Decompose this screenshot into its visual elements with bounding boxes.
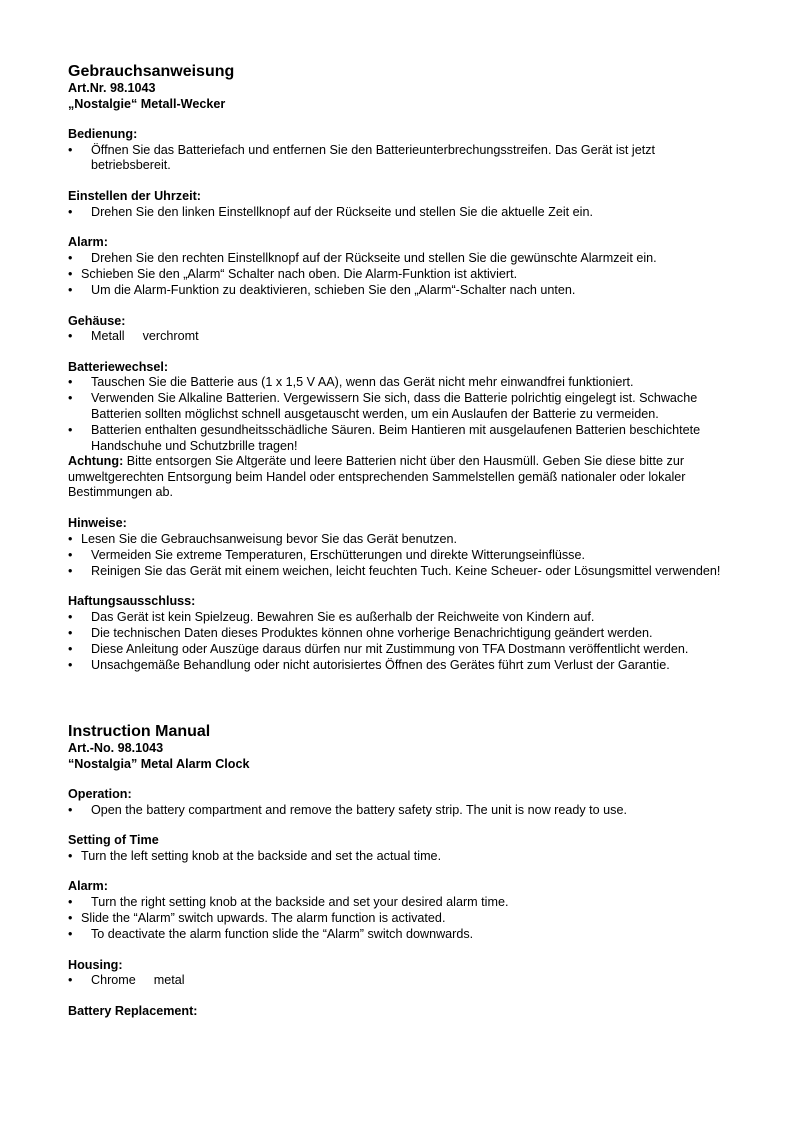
list-item: • Batterien enthalten gesundheitsschädliche Säuren. Beim Hantieren mit ausgelaufenen Batterien beschichtete Handschuhe und Schutzbrille tragen!: [68, 423, 733, 454]
en-housing-heading: Housing:: [68, 957, 123, 972]
list-item: • Turn the left setting knob at the backside and set the actual time.: [68, 849, 733, 865]
list-item: • Tauschen Sie die Batterie aus (1 x 1,5 V AA), wenn das Gerät nicht mehr einwandfrei funktioniert.: [68, 375, 733, 391]
section-divider-space: [68, 674, 733, 722]
list-item: • Das Gerät ist kein Spielzeug. Bewahren Sie es außerhalb der Reichweite von Kindern auf.: [68, 610, 733, 626]
de-housing-material: Metall: [91, 329, 125, 344]
en-time-heading: Setting of Time: [68, 833, 159, 848]
english-section: [68, 722, 733, 1020]
list-item: • Die technischen Daten dieses Produktes können ohne vorherige Benachrichtigung geändert werden.: [68, 626, 733, 642]
de-product-name: „Nostalgie“ Metall-Wecker: [68, 96, 226, 111]
de-notes-section: [68, 516, 733, 579]
de-housing-section: [68, 314, 733, 345]
en-housing-material: Chrome: [91, 973, 136, 988]
list-item: • Diese Anleitung oder Auszüge daraus dürfen nur mit Zustimmung von TFA Dostmann veröffentlicht werden.: [68, 642, 733, 658]
en-battery-heading: Battery Replacement:: [68, 1004, 198, 1019]
de-operation-section: [68, 127, 733, 174]
de-liability-section: [68, 594, 733, 673]
document-page: [68, 62, 733, 1020]
en-operation-heading: Operation:: [68, 787, 132, 802]
de-warning-label: Achtung:: [68, 454, 124, 469]
en-time-section: [68, 833, 733, 864]
de-housing-finish: verchromt: [142, 329, 199, 344]
de-liability-heading: Haftungsausschluss:: [68, 594, 196, 609]
en-housing-finish: metal: [153, 973, 185, 988]
de-housing-heading: Gehäuse:: [68, 313, 126, 328]
en-article-number: Art.-No. 98.1043: [68, 740, 164, 755]
en-title: Instruction Manual: [68, 722, 211, 740]
de-alarm-heading: Alarm:: [68, 235, 108, 250]
list-item: • Unsachgemäße Behandlung oder nicht autorisiertes Öffnen des Gerätes führt zum Verlust der Garantie.: [68, 658, 733, 674]
de-title: Gebrauchsanweisung: [68, 63, 235, 80]
german-section: [68, 62, 733, 674]
en-alarm-heading: Alarm:: [68, 879, 108, 894]
en-battery-section: [68, 1004, 733, 1020]
list-item: • Schieben Sie den „Alarm“ Schalter nach oben. Die Alarm-Funktion ist aktiviert.: [68, 267, 733, 283]
de-alarm-section: [68, 235, 733, 298]
list-item: [68, 973, 733, 989]
list-item: • Vermeiden Sie extreme Temperaturen, Erschütterungen und direkte Witterungseinflüsse.: [68, 548, 733, 564]
list-item: • Slide the “Alarm” switch upwards. The alarm function is activated.: [68, 911, 733, 927]
list-item: • Drehen Sie den linken Einstellknopf auf der Rückseite und stellen Sie die aktuelle Zeit ein.: [68, 205, 733, 221]
de-notes-heading: Hinweise:: [68, 516, 127, 531]
de-time-heading: Einstellen der Uhrzeit:: [68, 188, 201, 203]
en-product-name: “Nostalgia” Metal Alarm Clock: [68, 756, 250, 771]
de-operation-heading: Bedienung:: [68, 127, 138, 142]
list-item: • Open the battery compartment and remove the battery safety strip. The unit is now ready to use.: [68, 803, 733, 819]
de-article-number: Art.Nr. 98.1043: [68, 81, 156, 95]
de-warning-note: [68, 454, 733, 501]
de-time-section: [68, 189, 733, 220]
en-alarm-section: [68, 879, 733, 942]
list-item: [68, 329, 733, 345]
list-item: • Reinigen Sie das Gerät mit einem weichen, leicht feuchten Tuch. Keine Scheuer- oder Lösungsmittel verwenden!: [68, 564, 733, 580]
list-item: • To deactivate the alarm function slide the “Alarm” switch downwards.: [68, 927, 733, 943]
list-item: • Drehen Sie den rechten Einstellknopf auf der Rückseite und stellen Sie die gewünschte Alarmzeit ein.: [68, 251, 733, 267]
en-operation-section: [68, 787, 733, 818]
de-battery-section: [68, 360, 733, 501]
list-item: • Verwenden Sie Alkaline Batterien. Vergewissern Sie sich, dass die Batterie polrichtig eingelegt ist. Schwache Batterien sollten möglichst schnell ausgetauscht werden, um ein Auslaufen der Batterie zu vermeiden.: [68, 391, 733, 422]
list-item: • Turn the right setting knob at the backside and set your desired alarm time.: [68, 895, 733, 911]
list-item: • Lesen Sie die Gebrauchsanweisung bevor Sie das Gerät benutzen.: [68, 532, 733, 548]
de-warning-text: Bitte entsorgen Sie Altgeräte und leere Batterien nicht über den Hausmüll. Geben Sie diese bitte zur umweltgerechten Entsorgung beim Handel oder entsprechenden Sammelstellen gemäß nationaler oder lokaler Bestimmungen ab.: [68, 454, 686, 500]
de-battery-heading: Batteriewechsel:: [68, 359, 169, 374]
list-item: • Um die Alarm-Funktion zu deaktivieren, schieben Sie den „Alarm“-Schalter nach unten.: [68, 283, 733, 299]
list-item: • Öffnen Sie das Batteriefach und entfernen Sie den Batterieunterbrechungsstreifen. Das Gerät ist jetzt betriebsbereit.: [68, 143, 733, 174]
en-housing-section: [68, 958, 733, 989]
